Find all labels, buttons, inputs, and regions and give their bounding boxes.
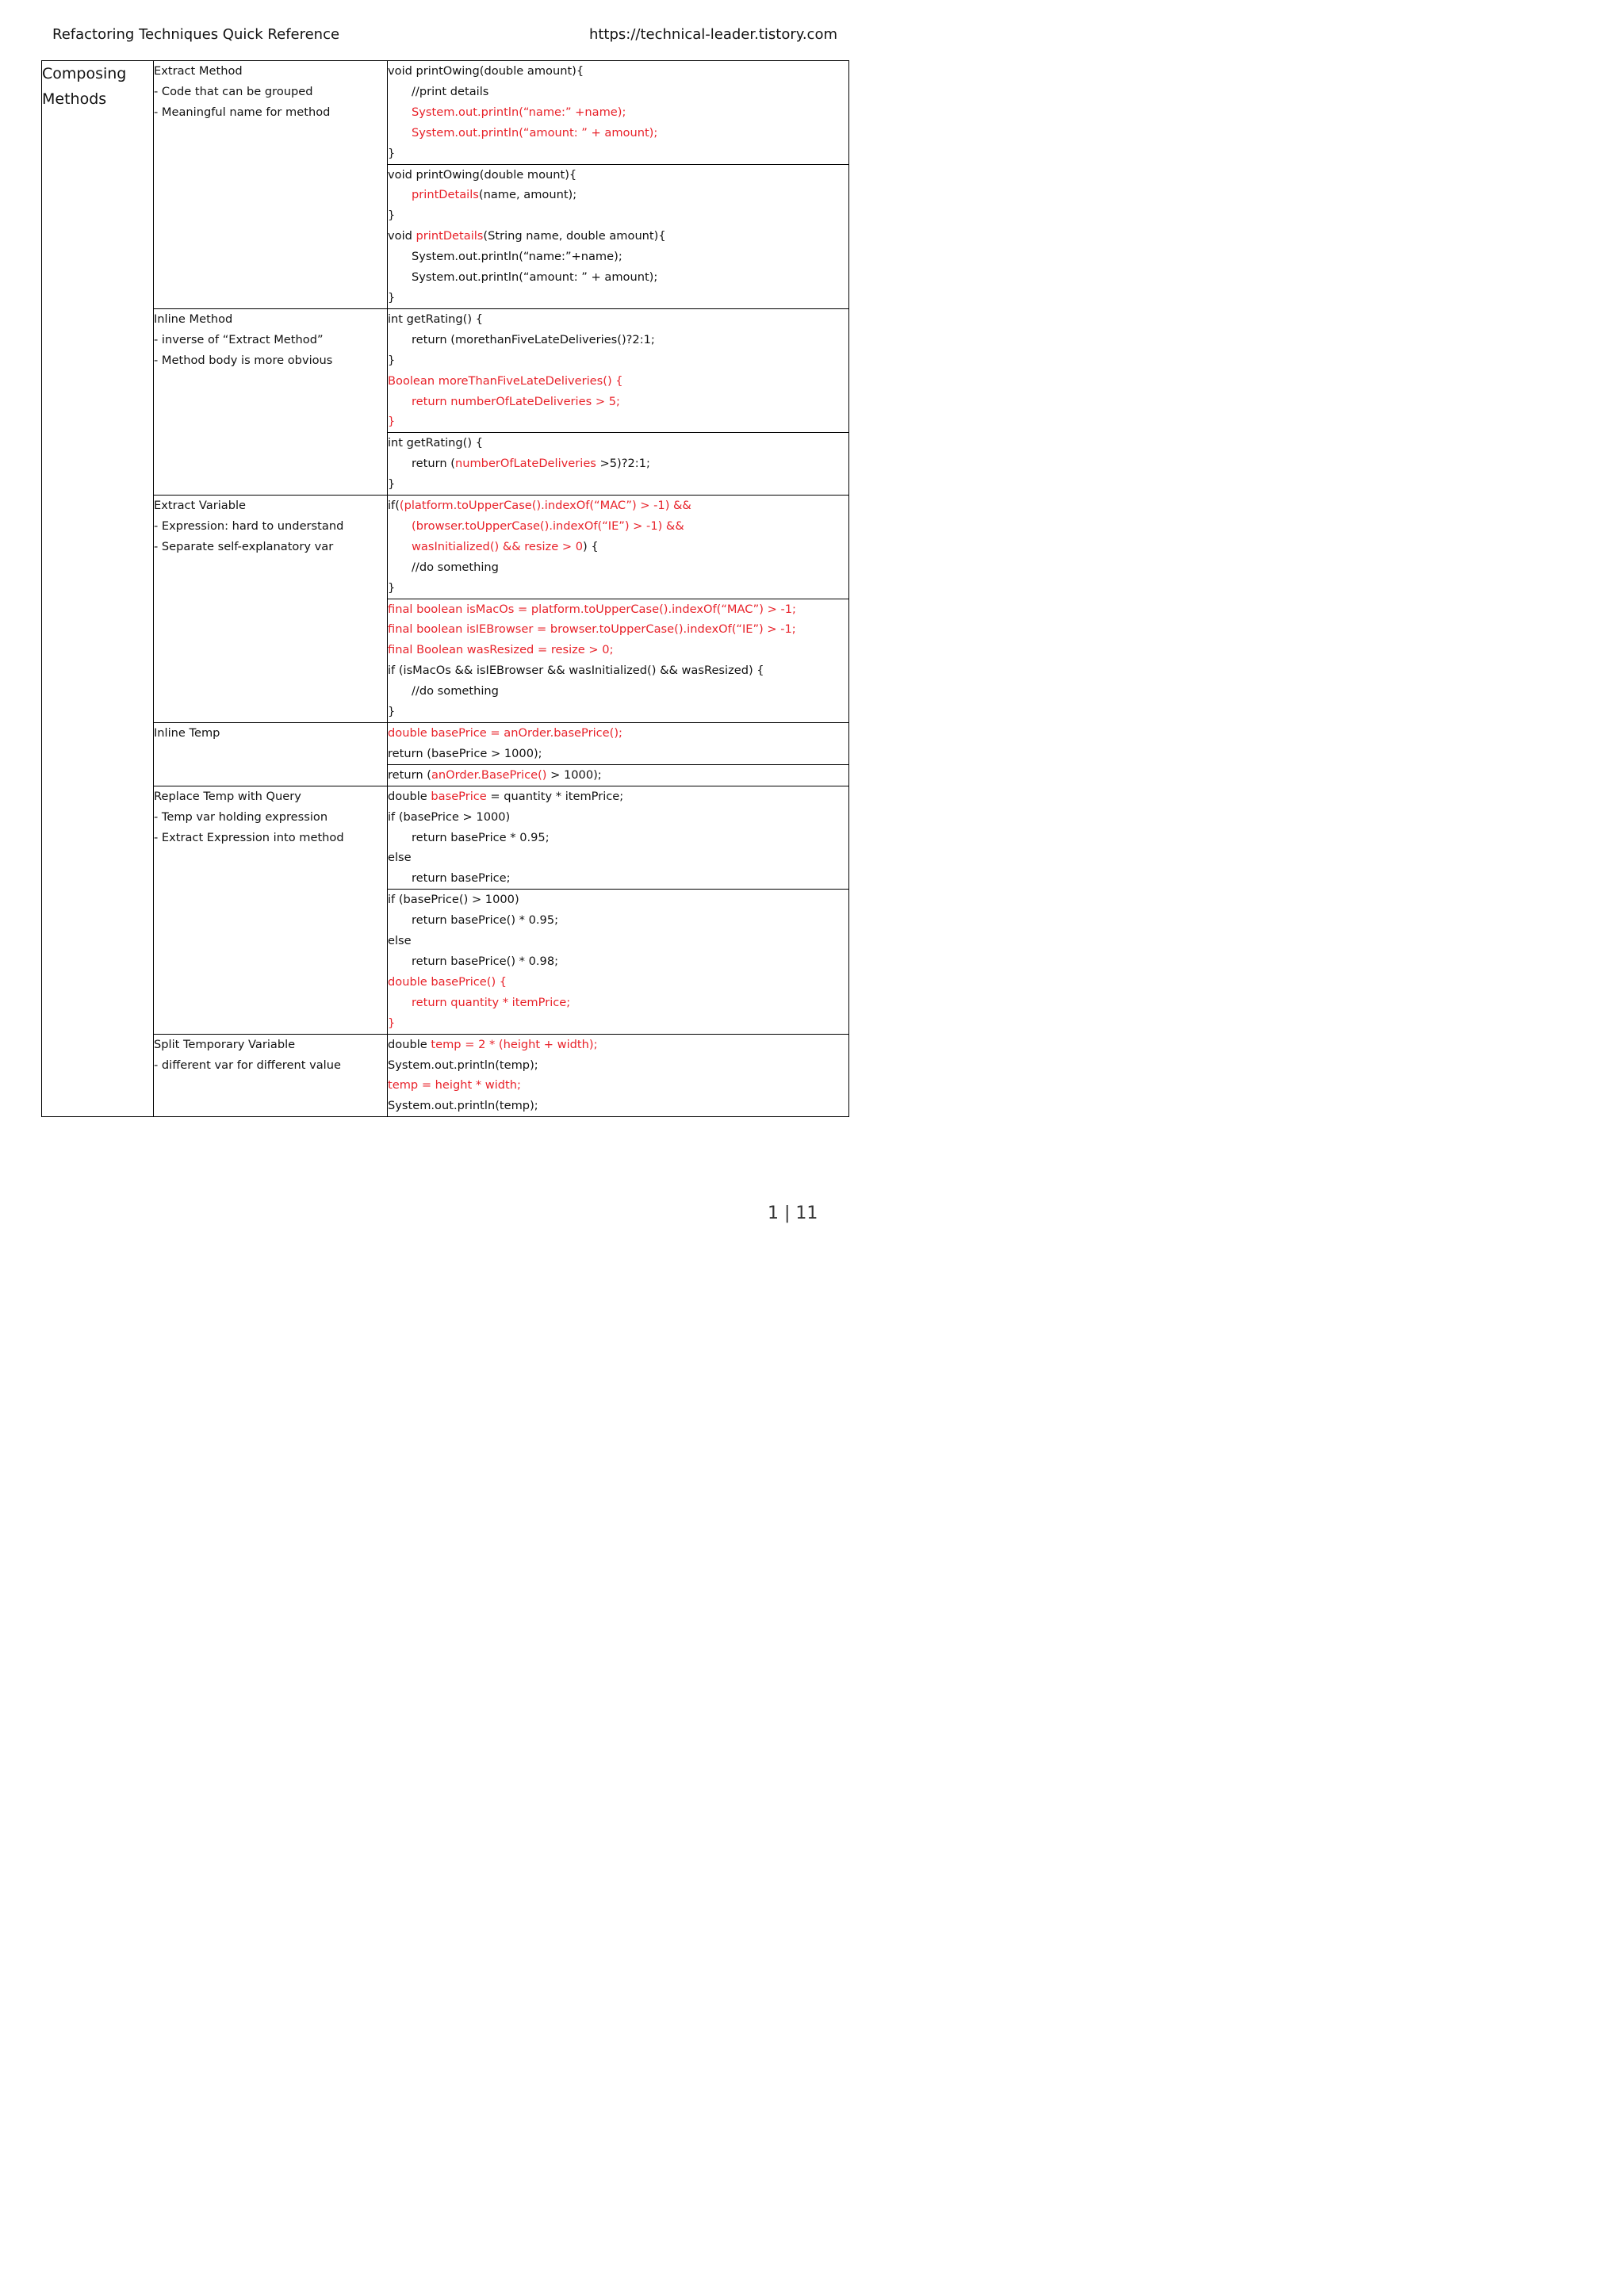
code-line: [388, 411, 848, 432]
code-line: [388, 972, 848, 993]
code-text: void printOwing(double amount){: [388, 64, 584, 78]
table-row: [42, 1034, 849, 1117]
table-row: [42, 723, 849, 765]
code-line: [388, 910, 848, 931]
highlighted-code: anOrder.BasePrice(): [431, 767, 547, 782]
section-label-line: Methods: [42, 90, 107, 108]
code-text: System.out.println(“amount: ” + amount);: [412, 270, 658, 285]
code-line: [388, 890, 848, 910]
code-text: if(: [388, 499, 400, 513]
code-text: if (basePrice > 1000): [388, 809, 511, 824]
technique-description: [154, 786, 388, 1034]
highlighted-code: double basePrice() {: [388, 974, 508, 989]
code-text: void: [388, 229, 416, 243]
highlighted-code: (platform.toUpperCase().indexOf(“MAC”) > -1) &&: [399, 499, 691, 513]
document-title: Refactoring Techniques Quick Reference: [52, 26, 340, 43]
code-text: return basePrice() * 0.95;: [412, 913, 559, 928]
code-line: [388, 723, 848, 744]
code-text: return (basePrice > 1000);: [388, 746, 542, 760]
code-text: }: [388, 477, 396, 492]
code-after: [388, 164, 849, 308]
code-line: [388, 640, 848, 660]
code-text: void printOwing(double mount){: [388, 167, 577, 182]
code-line: [388, 1096, 848, 1116]
highlighted-code: printDetails: [416, 229, 484, 243]
code-line: [388, 516, 848, 537]
technique-description: [154, 1034, 388, 1117]
highlighted-code: double basePrice = anOrder.basePrice();: [388, 726, 622, 740]
section-label-line: Composing: [42, 65, 127, 82]
code-text: System.out.println(temp);: [388, 1058, 538, 1072]
code-line: [388, 1075, 848, 1096]
code-line: [388, 765, 848, 786]
technique-note: - Code that can be grouped: [154, 84, 313, 98]
code-line: [388, 1013, 848, 1034]
code-line: [388, 807, 848, 828]
code-line: [388, 1035, 848, 1055]
code-text: int getRating() {: [388, 312, 483, 326]
code-before: [388, 723, 849, 765]
technique-name: Inline Method: [154, 312, 233, 326]
highlighted-code: }: [388, 415, 396, 429]
code-line: [388, 61, 848, 82]
code-text: }: [388, 353, 396, 367]
code-line: [388, 309, 848, 330]
highlighted-code: temp = height * width;: [388, 1078, 521, 1093]
code-line: [388, 599, 848, 620]
code-line: [388, 205, 848, 226]
code-text: else: [388, 851, 412, 865]
source-url[interactable]: https://technical-leader.tistory.com: [588, 26, 837, 43]
technique-description: [154, 723, 388, 786]
technique-description: [154, 496, 388, 723]
code-line: [388, 993, 848, 1013]
highlighted-code: return numberOfLateDeliveries > 5;: [412, 394, 620, 408]
code-before: [388, 1034, 849, 1117]
code-text: return basePrice * 0.95;: [412, 830, 550, 844]
code-line: [388, 123, 848, 144]
highlighted-code: numberOfLateDeliveries: [454, 457, 596, 471]
refactoring-table: [41, 60, 849, 1117]
code-line: [388, 1055, 848, 1076]
code-text: return (: [388, 767, 431, 782]
code-after: [388, 890, 849, 1034]
code-line: [388, 786, 848, 807]
highlighted-code: final boolean isIEBrowser = browser.toUpperCase().indexOf(“IE”) > -1;: [388, 622, 796, 637]
highlighted-code: }: [388, 1016, 396, 1030]
code-before: [388, 496, 849, 599]
section-label: [42, 61, 154, 1117]
technique-name: Extract Method: [154, 64, 243, 78]
code-text: }: [388, 705, 396, 719]
code-line: [388, 702, 848, 722]
technique-note: - Extract Expression into method: [154, 830, 344, 844]
highlighted-code: final boolean isMacOs = platform.toUpperCase().indexOf(“MAC”) > -1;: [388, 602, 796, 616]
technique-note: - Expression: hard to understand: [154, 519, 344, 533]
code-text: = quantity * itemPrice;: [486, 789, 624, 803]
code-line: [388, 165, 848, 186]
table-row: [42, 786, 849, 890]
technique-name: Extract Variable: [154, 499, 246, 513]
highlighted-code: final Boolean wasResized = resize > 0;: [388, 643, 614, 657]
highlighted-code: Boolean moreThanFiveLateDeliveries() {: [388, 373, 623, 388]
code-line: [388, 453, 848, 474]
highlighted-code: printDetails: [412, 188, 479, 202]
code-text: }: [388, 146, 396, 160]
page-number: 1 | 11: [768, 1203, 818, 1223]
code-text: System.out.println(temp);: [388, 1099, 538, 1113]
code-line: [388, 350, 848, 371]
technique-note: - different var for different value: [154, 1058, 341, 1072]
code-text: }: [388, 209, 396, 223]
table-row: [42, 61, 849, 165]
code-line: [388, 185, 848, 205]
code-line: [388, 392, 848, 412]
code-line: [388, 330, 848, 350]
technique-note: - inverse of “Extract Method”: [154, 332, 324, 346]
highlighted-code: wasInitialized() && resize > 0: [412, 539, 583, 553]
code-line: [388, 288, 848, 308]
technique-note: - Separate self-explanatory var: [154, 539, 334, 553]
code-line: [388, 868, 848, 889]
code-line: [388, 226, 848, 247]
code-line: [388, 474, 848, 495]
code-line: [388, 951, 848, 972]
code-after: [388, 599, 849, 722]
code-text: //print details: [412, 84, 489, 98]
code-line: [388, 433, 848, 453]
code-text: return (morethanFiveLateDeliveries()?2:1;: [412, 332, 655, 346]
code-line: [388, 931, 848, 951]
code-text: else: [388, 934, 412, 948]
code-line: [388, 247, 848, 267]
code-text: System.out.println(“name:”+name);: [412, 250, 622, 264]
code-line: [388, 557, 848, 578]
code-text: if (basePrice() > 1000): [388, 893, 519, 907]
code-text: double: [388, 789, 431, 803]
highlighted-code: System.out.println(“amount: ” + amount);: [412, 125, 658, 140]
code-line: [388, 848, 848, 868]
code-text: >5)?2:1;: [596, 457, 650, 471]
code-text: return (: [412, 457, 455, 471]
code-text: }: [388, 580, 396, 595]
code-line: [388, 267, 848, 288]
code-after: [388, 764, 849, 786]
highlighted-code: System.out.println(“name:” +name);: [412, 105, 626, 119]
code-before: [388, 61, 849, 165]
technique-note: - Temp var holding expression: [154, 809, 328, 824]
technique-description: [154, 308, 388, 495]
highlighted-code: basePrice: [431, 789, 487, 803]
technique-name: Replace Temp with Query: [154, 789, 301, 803]
technique-description: [154, 61, 388, 309]
highlighted-code: temp = 2 * (height + width);: [431, 1037, 598, 1051]
technique-name: Inline Temp: [154, 726, 220, 740]
code-line: [388, 681, 848, 702]
technique-name: Split Temporary Variable: [154, 1037, 296, 1051]
code-line: [388, 144, 848, 164]
code-text: (String name, double amount){: [483, 229, 666, 243]
code-line: [388, 537, 848, 557]
code-text: if (isMacOs && isIEBrowser && wasInitialized() && wasResized) {: [388, 664, 764, 678]
technique-note: - Meaningful name for method: [154, 105, 331, 119]
code-before: [388, 786, 849, 890]
code-text: return basePrice;: [412, 871, 511, 886]
code-text: int getRating() {: [388, 436, 483, 450]
code-text: //do something: [412, 560, 499, 574]
code-line: [388, 619, 848, 640]
code-text: > 1000);: [546, 767, 602, 782]
technique-note: - Method body is more obvious: [154, 353, 333, 367]
table-row: [42, 496, 849, 599]
code-line: [388, 371, 848, 392]
code-text: ) {: [583, 539, 599, 553]
code-line: [388, 82, 848, 102]
code-line: [388, 496, 848, 516]
table-row: [42, 308, 849, 432]
code-text: double: [388, 1037, 431, 1051]
code-line: [388, 102, 848, 123]
code-text: //do something: [412, 684, 499, 698]
code-line: [388, 660, 848, 681]
code-line: [388, 744, 848, 764]
code-before: [388, 308, 849, 432]
highlighted-code: return quantity * itemPrice;: [412, 995, 571, 1009]
highlighted-code: (browser.toUpperCase().indexOf(“IE”) > -1) &&: [412, 519, 684, 533]
code-line: [388, 578, 848, 599]
code-text: (name, amount);: [478, 188, 577, 202]
code-text: return basePrice() * 0.98;: [412, 954, 559, 968]
code-line: [388, 828, 848, 848]
code-after: [388, 433, 849, 496]
code-text: }: [388, 290, 396, 304]
